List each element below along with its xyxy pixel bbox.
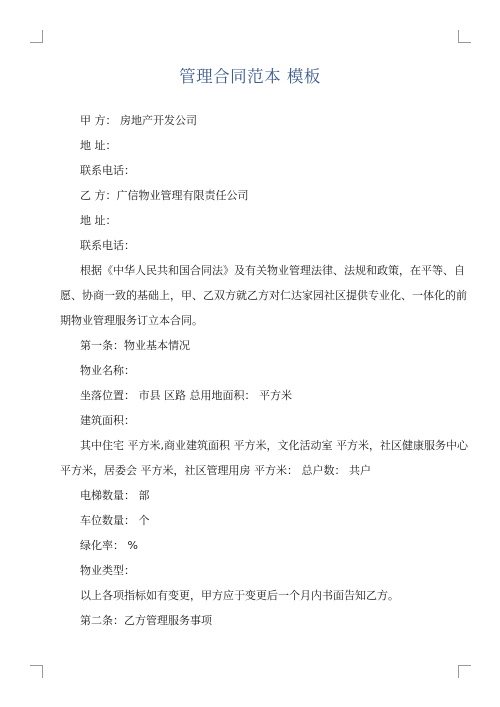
party-b-name: 乙 方：广信物业管理有限责任公司 — [80, 189, 249, 202]
change-notice: 以上各项指标如有变更，甲方应于变更后一个月内书面告知乙方。 — [80, 589, 399, 602]
party-a-phone: 联系电话： — [80, 164, 135, 177]
property-name: 物业名称： — [80, 364, 135, 377]
property-type: 物业类型： — [80, 564, 135, 577]
area-breakdown-line-2: 平方米，居委会 平方米，社区管理用房 平方米： 总户数： 共户 — [60, 464, 371, 477]
article-1-heading: 第一条：物业基本情况 — [80, 339, 190, 352]
green-rate: 绿化率： % — [80, 539, 138, 552]
article-2-heading: 第二条：乙方管理服务事项 — [80, 614, 212, 627]
property-location: 坐落位置： 市县 区路 总用地面积： 平方米 — [80, 389, 292, 402]
building-area: 建筑面积： — [80, 414, 135, 427]
party-a-name: 甲 方： 房地产开发公司 — [80, 114, 197, 127]
crop-mark-top-left — [30, 30, 43, 43]
parking-count: 车位数量： 个 — [80, 514, 150, 527]
party-b-address: 地 址： — [80, 214, 117, 227]
crop-mark-bottom-left — [30, 665, 43, 678]
area-breakdown-line-1: 其中住宅 平方米,商业建筑面积 平方米，文化活动室 平方米，社区健康服务中心 — [80, 439, 468, 452]
preamble-line-3: 期物业管理服务订立本合同。 — [60, 314, 203, 327]
crop-mark-bottom-right — [458, 665, 471, 678]
elevator-count: 电梯数量： 部 — [80, 489, 150, 502]
crop-mark-top-right — [458, 30, 471, 43]
preamble-line-2: 愿、协商一致的基础上，甲、乙双方就乙方对仁达家园社区提供专业化、一体化的前 — [60, 289, 467, 302]
party-b-phone: 联系电话： — [80, 239, 135, 252]
preamble-line-1: 根据《中华人民共和国合同法》及有关物业管理法律、法规和政策，在平等、自 — [80, 264, 465, 277]
document-title: 管理合同范本 模板 — [179, 67, 321, 86]
party-a-address: 地 址： — [80, 139, 117, 152]
